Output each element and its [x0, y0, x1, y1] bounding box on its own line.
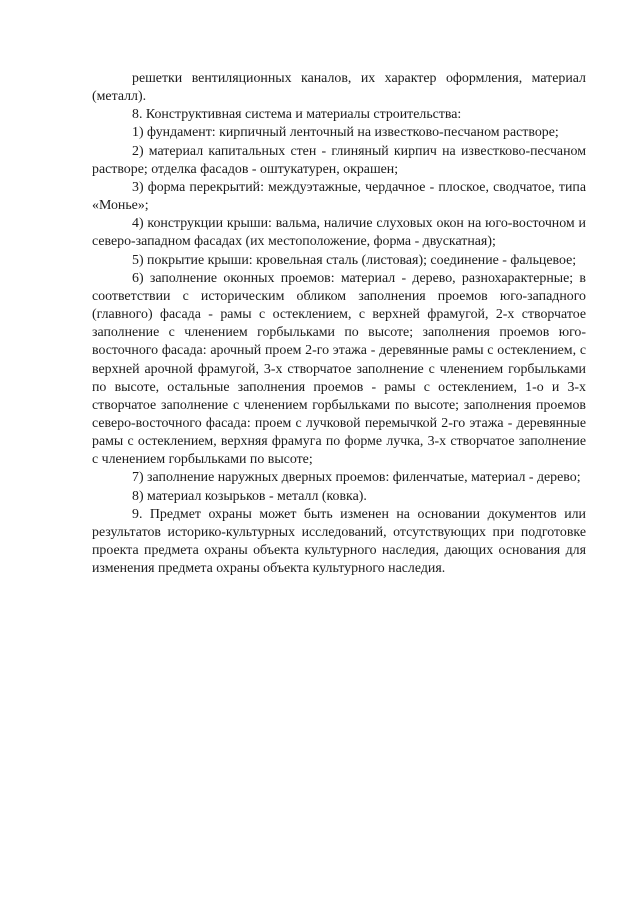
paragraph-section-8-heading: 8. Конструктивная система и материалы строительства:	[132, 107, 462, 123]
paragraph-canopies: 8) материал козырьков - металл (ковка).	[132, 488, 367, 504]
paragraph-ventilation-continuation: решетки вентиляционных каналов, их характер оформления, материал (металл).	[92, 71, 586, 105]
paragraph-roof-covering: 5) покрытие крыши: кровельная сталь (листовая); соединение - фальцевое;	[132, 252, 577, 268]
paragraph-section-9: 9. Предмет охраны может быть изменен на основании документов или результатов историко-культурных исследований, отсутствующих при подготовке проекта предмета охраны объекта культурного наследия, дающих основания для изменения предмета охраны объекта культурного наследия.	[92, 506, 586, 577]
paragraph-doors: 7) заполнение наружных дверных проемов: филенчатые, материал - дерево;	[132, 470, 581, 486]
paragraph-floors: 3) форма перекрытий: междуэтажные, чердачное - плоское, сводчатое, типа «Монье»;	[92, 179, 586, 214]
paragraph-roof-structure: 4) конструкции крыши: вальма, наличие слуховых окон на юго-восточном и северо-западном фасадах (их местоположение, форма - двускатная);	[92, 216, 586, 250]
paragraph-walls: 2) материал капитальных стен - глиняный кирпич на известково-песчаном растворе; отделка фасадов - оштукатурен, окрашен;	[92, 143, 586, 177]
paragraph-windows: 6) заполнение оконных проемов: материал - дерево, разнохарактерные; в соответствии с историческим обликом заполнения проемов юго-западного (главного) фасада - рамы с остеклением, с верхней фрамугой, 2-х створчатое заполнение с членением горбыльками по высоте; заполнения проемов юго-восточного фасада: арочный проем 2-го этажа - деревянные рамы с остеклением, с верхней арочной фрамугой, 3-х створчатое заполнение с членением горбыльками по высоте, остальные заполнения проемов - рамы с остеклением, 1-о и 3-х створчатое заполнение с членением горбыльками по высоте; заполнения проемов северо-восточного фасада: проем с лучковой перемычкой 2-го этажа - деревянные рамы с остеклением, верхняя фрамуга по форме лучка, 3-х створчатое заполнение с членением горбыльками по высоте;	[92, 270, 586, 468]
document-body	[92, 70, 586, 578]
paragraph-foundation: 1) фундамент: кирпичный ленточный на известково-песчаном растворе;	[132, 125, 559, 141]
